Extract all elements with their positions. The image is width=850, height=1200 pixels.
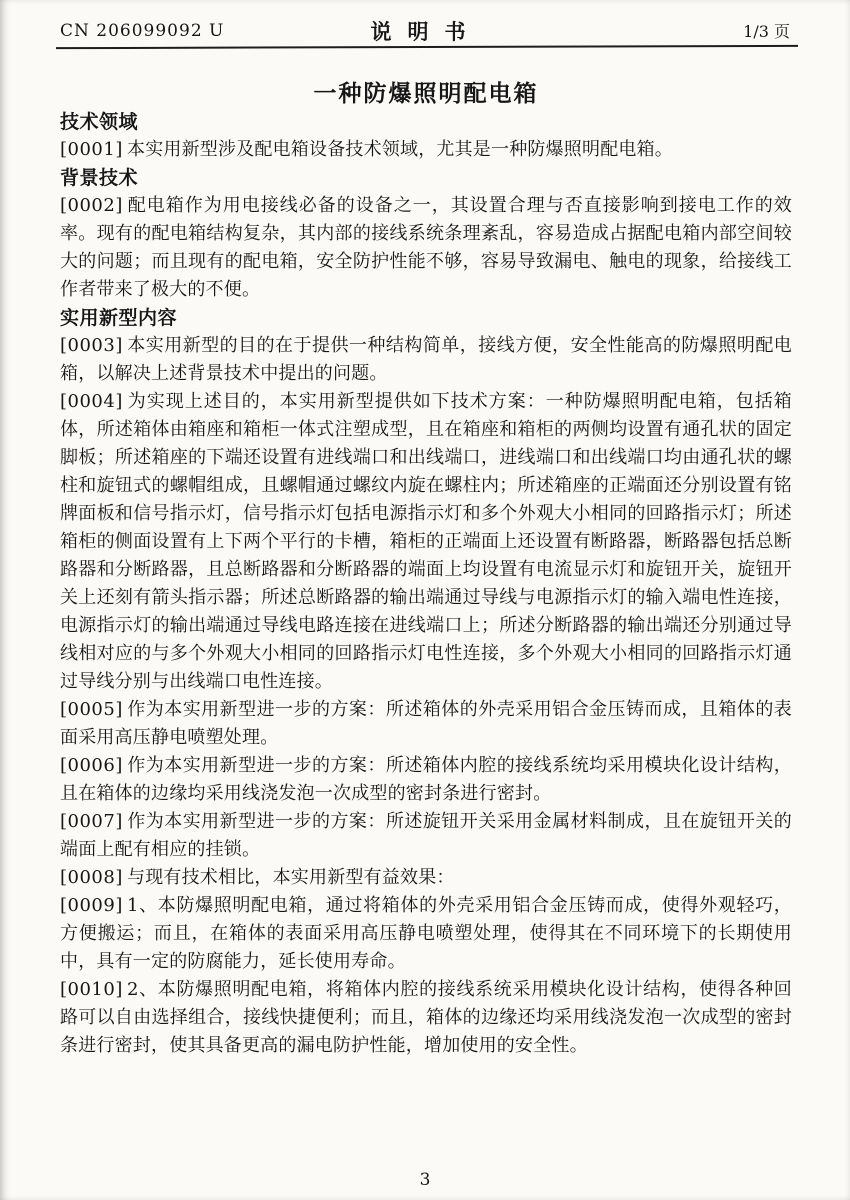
paragraph-text-0004: 为实现上述目的，本实用新型提供如下技术方案：一种防爆照明配电箱，包括箱体，所述箱体由箱座和箱柜一体式注塑成型，且在箱座和箱柜的两侧均设置有通孔状的固定脚板；所述箱座的下端还设置有进线端口和出线端口，进线端口和出线端口均由通孔状的螺柱和旋钮式的螺帽组成，且螺帽通过螺纹内旋在螺柱内；所述箱座的正端面还分别设置有铭牌面板和信号指示灯，信号指示灯包括电源指示灯和多个外观大小相同的回路指示灯；所述箱柜的侧面设置有上下两个平行的卡槽，箱柜的正端面上还设置有断路器，断路器包括总断路器和分断路器，且总断路器和分断路器的端面上均设置有电流显示灯和旋钮开关，旋钮开关上还刻有箭头指示器；所述总断路器的输出端通过导线与电源指示灯的输入端电性连接，电源指示灯的输出端通过导线电路连接在进线端口上；所述分断路器的输出端还分别通过导线相对应的与多个外观大小相同的回路指示灯电性连接，多个外观大小相同的回路指示灯通过导线分别与出线端口电性连接。 (60, 391, 792, 692)
paragraph-0001 (60, 136, 792, 164)
paragraph-text-0005: 作为本实用新型进一步的方案：所述箱体的外壳采用铝合金压铸而成，且箱体的表面采用高压静电喷塑处理。 (60, 699, 792, 748)
page-number: 3 (419, 1170, 431, 1190)
paragraph-text-0007: 作为本实用新型进一步的方案：所述旋钮开关采用金属材料制成，且在旋钮开关的端面上配有相应的挂锁。 (60, 811, 792, 860)
paragraph-0003 (60, 332, 792, 388)
page-indicator: 1/3 页 (743, 22, 790, 41)
paragraph-0002 (60, 192, 792, 304)
paragraph-0007 (60, 808, 792, 864)
paragraph-text-0010: 2、本防爆照明配电箱，将箱体内腔的接线系统采用模块化设计结构，使得各种回路可以自由选择组合，接线快捷便利；而且，箱体的边缘还均采用线浇发泡一次成型的密封条进行密封，使其具备更高的漏电防护性能，增加使用的安全性。 (60, 979, 792, 1056)
section-heading-utility-model-content: 实用新型内容 (60, 307, 178, 329)
paragraph-tag-0006: [0006] (60, 755, 123, 776)
paragraph-0009 (60, 892, 792, 976)
section-heading-background-art: 背景技术 (60, 167, 139, 189)
page-footer (0, 1170, 850, 1190)
page-header (60, 16, 792, 44)
header-divider (56, 45, 798, 49)
paragraph-tag-0004: [0004] (60, 391, 123, 412)
paragraph-0008 (60, 864, 792, 892)
paragraph-tag-0008: [0008] (60, 867, 123, 888)
paragraph-text-0002: 配电箱作为用电接线必备的设备之一，其设置合理与否直接影响到接电工作的效率。现有的配电箱结构复杂，其内部的接线系统条理紊乱，容易造成占据配电箱内部空间较大的问题；而且现有的配电箱，安全防护性能不够，容易导致漏电、触电的现象，给接线工作者带来了极大的不便。 (60, 195, 792, 300)
paragraph-text-0009: 1、本防爆照明配电箱，通过将箱体的外壳采用铝合金压铸而成，使得外观轻巧，方便搬运；而且，在箱体的表面采用高压静电喷塑处理，使得其在不同环境下的长期使用中，具有一定的防腐能力，延长使用寿命。 (60, 895, 792, 972)
document-type-title: 说明书 (370, 19, 482, 44)
section-background-art (60, 164, 792, 304)
paragraph-tag-0003: [0003] (60, 335, 123, 356)
paragraph-0004 (60, 388, 792, 696)
paragraph-tag-0001: [0001] (60, 139, 123, 160)
paragraph-tag-0010: [0010] (60, 979, 123, 1000)
paragraph-0006 (60, 752, 792, 808)
paragraph-tag-0007: [0007] (60, 811, 123, 832)
paragraph-tag-0002: [0002] (60, 195, 123, 216)
invention-title: 一种防爆照明配电箱 (313, 80, 539, 107)
paragraph-tag-0009: [0009] (60, 895, 123, 916)
paragraph-0005 (60, 696, 792, 752)
section-utility-model-content (60, 304, 792, 1060)
paragraph-text-0006: 作为本实用新型进一步的方案：所述箱体内腔的接线系统均采用模块化设计结构，且在箱体的边缘均采用线浇发泡一次成型的密封条进行密封。 (60, 755, 792, 804)
paragraph-0010 (60, 976, 792, 1060)
section-technical-field (60, 108, 792, 164)
paragraph-text-0003: 本实用新型的目的在于提供一种结构简单，接线方便，安全性能高的防爆照明配电箱，以解决上述背景技术中提出的问题。 (60, 335, 792, 384)
paragraph-text-0001: 本实用新型涉及配电箱设备技术领域，尤其是一种防爆照明配电箱。 (127, 139, 673, 160)
paragraph-tag-0005: [0005] (60, 699, 123, 720)
section-heading-technical-field: 技术领域 (60, 111, 139, 133)
document-number: CN 206099092 U (60, 21, 225, 41)
paragraph-text-0008: 与现有技术相比，本实用新型有益效果： (127, 867, 455, 888)
